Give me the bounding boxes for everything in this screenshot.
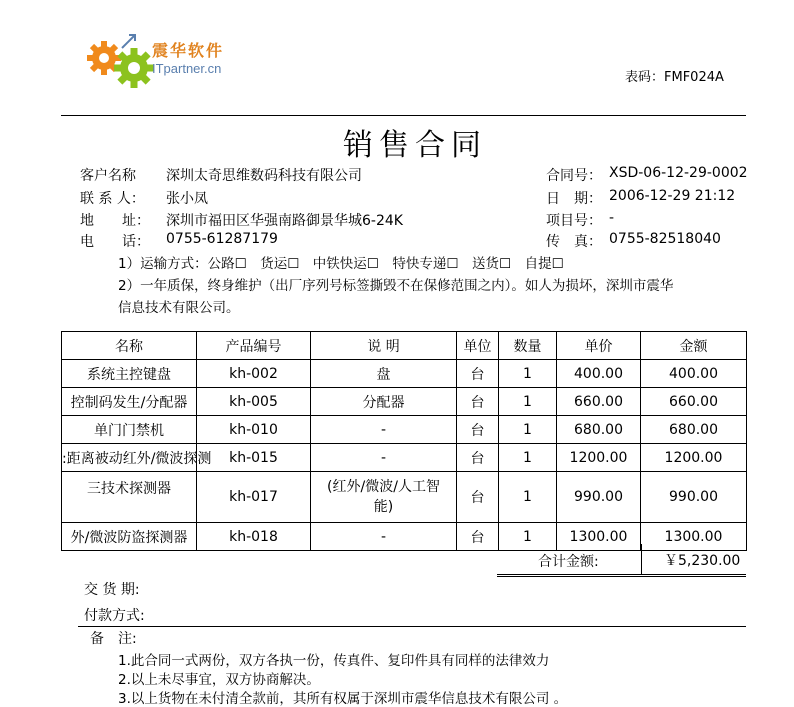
- cell-qty: 1: [499, 416, 557, 444]
- cell-unit: 台: [457, 388, 499, 416]
- table-row: [62, 416, 747, 444]
- cell-code: kh-015: [197, 444, 311, 472]
- cell-name: :距离被动红外/微波探测: [62, 450, 212, 467]
- contract-no-value: XSD-06-12-29-0002: [609, 165, 748, 181]
- total-value: ￥5,230.00: [664, 553, 741, 569]
- cell-qty: 1: [499, 523, 557, 551]
- cell-amount: 990.00: [641, 472, 747, 523]
- cell-name: 控制码发生/分配器: [62, 388, 197, 416]
- remark-2: 2.以上未尽事宜，双方协商解决。: [118, 672, 320, 688]
- cell-desc: -: [311, 444, 457, 472]
- shipping-terms: 1）运输方式：公路☐ 货运☐ 中铁快运☐ 特快专递☐ 送货☐ 自提☐: [118, 256, 564, 272]
- cell-name: 系统主控键盘: [62, 360, 197, 388]
- cell-unit: 台: [457, 523, 499, 551]
- logo-name: 震华软件: [152, 41, 225, 60]
- cell-unit: 台: [457, 416, 499, 444]
- cell-desc: 分配器: [311, 388, 457, 416]
- delivery-label: 交 货 期:: [84, 582, 140, 598]
- form-code: 表码：FMF024A: [625, 70, 724, 85]
- cell-qty: 1: [499, 444, 557, 472]
- project-label: 项目号：: [546, 213, 602, 229]
- total-label: 合计金额:: [538, 554, 599, 570]
- cell-name: 三技术探测器: [62, 472, 197, 523]
- remark-3: 3.以上货物在未付清全款前，其所有权属于深圳市震华信息技术有限公司 。: [118, 691, 568, 707]
- page-title: 销售合同: [343, 128, 487, 163]
- phone-value: 0755-61287179: [166, 231, 278, 247]
- cell-price: 660.00: [557, 388, 641, 416]
- table-row: [62, 388, 747, 416]
- cell-code: kh-017: [197, 472, 311, 523]
- warranty-terms-line1: 2）一年质保，终身维护（出厂序列号标签撕毁不在保修范围之内）。如人为损坏，深圳市震华: [118, 278, 674, 294]
- customer-name-label: 客户名称: [80, 168, 136, 184]
- address-label: 地 址：: [80, 213, 150, 229]
- logo-domain: ITpartner.cn: [152, 61, 222, 76]
- cell-code: kh-005: [197, 388, 311, 416]
- fax-value: 0755-82518040: [609, 231, 721, 247]
- phone-label: 电 话：: [80, 234, 150, 250]
- date-value: 2006-12-29 21:12: [609, 188, 736, 204]
- table-header-row: [62, 332, 747, 360]
- header-name: 名称: [62, 332, 197, 360]
- cell-amount: 400.00: [641, 360, 747, 388]
- header-code: 产品编号: [197, 332, 311, 360]
- cell-unit: 台: [457, 472, 499, 523]
- cell-unit: 台: [457, 360, 499, 388]
- remark-1: 1.此合同一式两份，双方各执一份，传真件、复印件具有同样的法律效力: [118, 653, 550, 669]
- cell-qty: 1: [499, 388, 557, 416]
- cell-price: 1200.00: [557, 444, 641, 472]
- cell-amount: 680.00: [641, 416, 747, 444]
- cell-amount: 1200.00: [641, 444, 747, 472]
- payment-label: 付款方式:: [84, 608, 145, 624]
- cell-unit: 台: [457, 444, 499, 472]
- header-divider: [61, 115, 746, 116]
- project-value: -: [609, 210, 615, 226]
- items-table: [61, 331, 747, 551]
- warranty-terms-line2: 信息技术有限公司。: [118, 300, 240, 316]
- cell-qty: 1: [499, 360, 557, 388]
- cell-amount: 660.00: [641, 388, 747, 416]
- contract-no-label: 合同号：: [546, 168, 602, 184]
- table-row: [62, 444, 747, 472]
- cell-code: kh-010: [197, 416, 311, 444]
- header-qty: 数量: [499, 332, 557, 360]
- cell-price: 400.00: [557, 360, 641, 388]
- cell-desc: -: [311, 416, 457, 444]
- cell-desc: -: [311, 523, 457, 551]
- remarks-label: 备 注:: [90, 631, 137, 647]
- cell-desc: (红外/微波/人工智能): [311, 472, 457, 523]
- cell-qty: 1: [499, 472, 557, 523]
- remarks-divider: [78, 626, 746, 627]
- date-label: 日 期：: [546, 191, 602, 207]
- cell-price: 680.00: [557, 416, 641, 444]
- table-row: [62, 523, 747, 551]
- table-row: [62, 472, 747, 523]
- total-divider: [641, 544, 642, 574]
- header-price: 单价: [557, 332, 641, 360]
- cell-desc: 盘: [311, 360, 457, 388]
- table-row: [62, 360, 747, 388]
- header-unit: 单位: [457, 332, 499, 360]
- cell-price: 990.00: [557, 472, 641, 523]
- contact-label: 联 系 人：: [80, 191, 145, 207]
- header-amount: 金额: [641, 332, 747, 360]
- cell-amount: 1300.00: [641, 523, 747, 551]
- customer-name-value: 深圳太奇思维数码科技有限公司: [166, 168, 362, 184]
- cell-price: 1300.00: [557, 523, 641, 551]
- contact-value: 张小凤: [166, 191, 208, 207]
- cell-name: 外/微波防盗探测器: [62, 523, 197, 551]
- header-desc: 说 明: [311, 332, 457, 360]
- cell-code: kh-002: [197, 360, 311, 388]
- company-logo: [84, 30, 244, 90]
- address-value: 深圳市福田区华强南路御景华城6-24K: [166, 213, 403, 229]
- cell-code: kh-018: [197, 523, 311, 551]
- fax-label: 传 真：: [546, 234, 602, 250]
- cell-name: 单门门禁机: [62, 416, 197, 444]
- total-underline: [497, 574, 746, 577]
